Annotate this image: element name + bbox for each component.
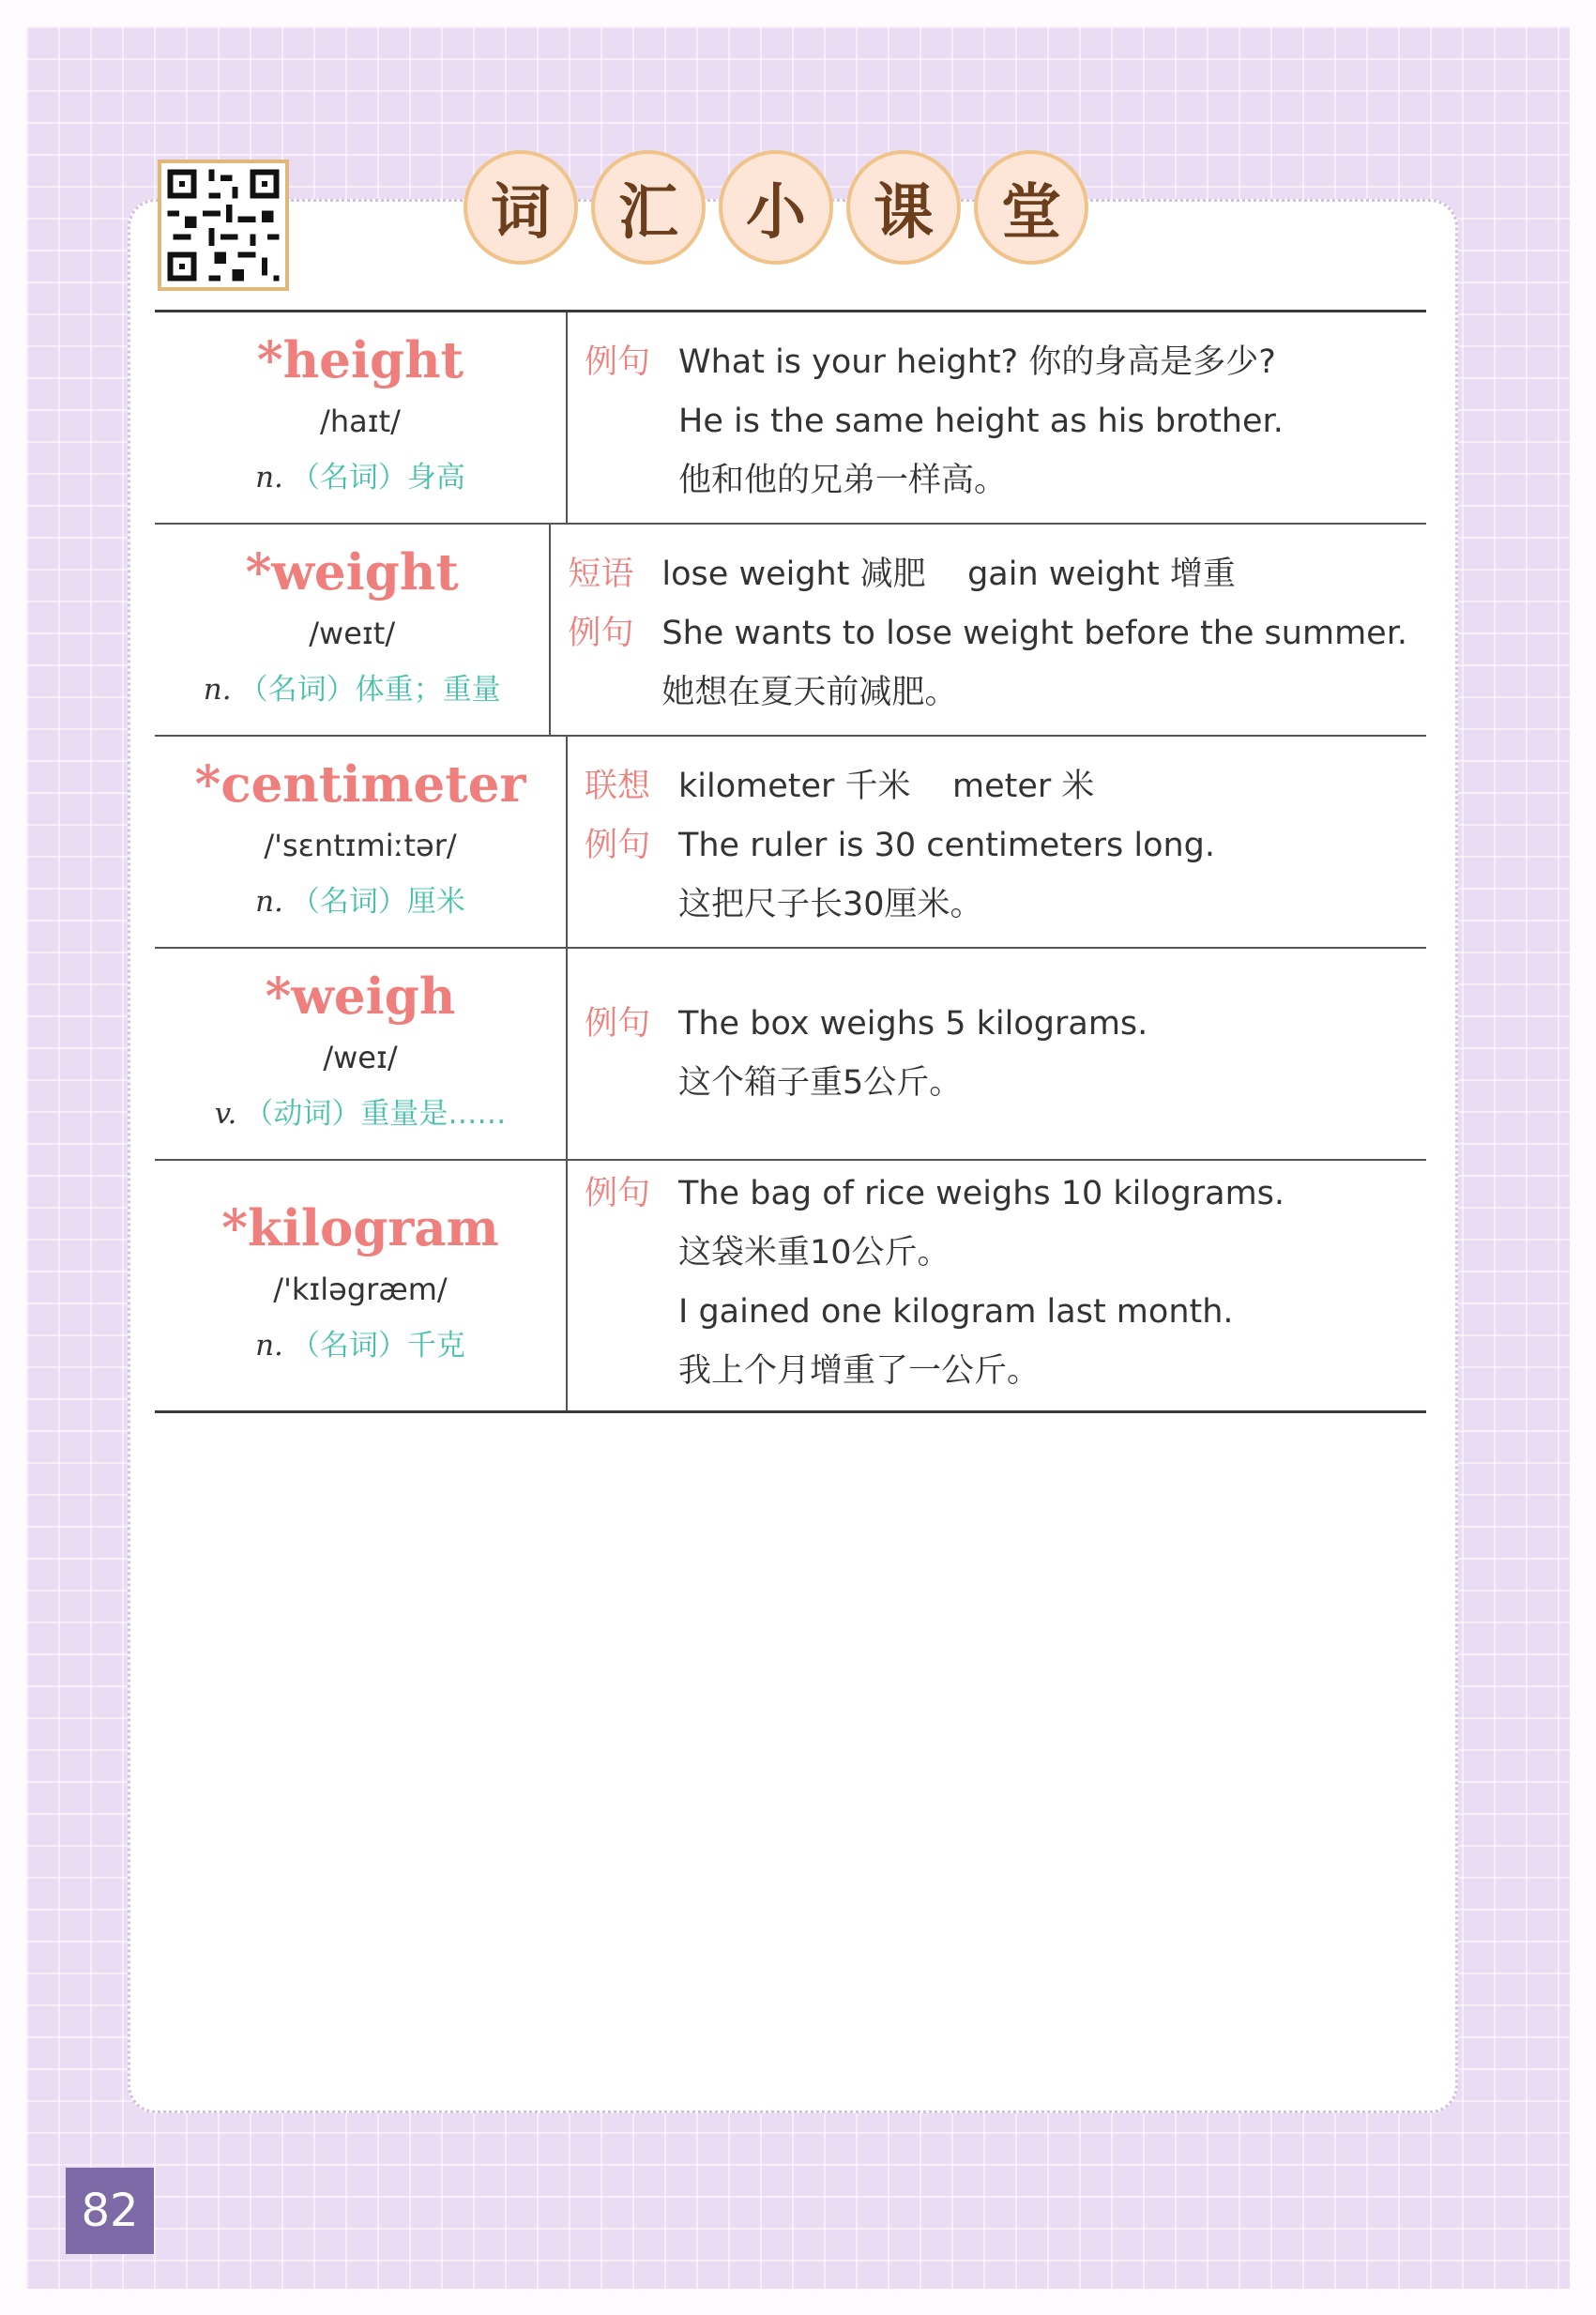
- line-text: The bag of rice weighs 10 kilograms.: [678, 1175, 1285, 1212]
- vocab-row-weight: [155, 525, 1426, 737]
- example-cell: [568, 1161, 1426, 1410]
- line-tag: [585, 1342, 678, 1401]
- example-cell: [568, 312, 1426, 523]
- line-tag: [585, 876, 678, 935]
- example-line: [585, 1054, 1407, 1113]
- line-tag: [585, 451, 678, 510]
- vocabulary-table: [155, 310, 1426, 1413]
- line-tag: [585, 1054, 678, 1113]
- example-line: [585, 1342, 1407, 1401]
- example-line: [585, 451, 1407, 510]
- vocab-word: *weigh: [265, 967, 456, 1026]
- vocab-word: *weight: [245, 543, 459, 602]
- pos-abbr: v.: [214, 1097, 237, 1131]
- phonetic: /'sɛntɪmiːtər/: [264, 828, 457, 863]
- example-line: [585, 995, 1407, 1054]
- line-text: I gained one kilogram last month.: [678, 1293, 1234, 1331]
- line-tag: 例句: [585, 827, 651, 864]
- pos-abbr: n.: [203, 673, 232, 707]
- title-char: 课: [846, 150, 961, 265]
- example-line: [585, 1224, 1407, 1283]
- line-text: 他和他的兄弟一样高。: [678, 462, 1008, 499]
- vocab-word: *height: [256, 331, 464, 389]
- line-tag: [585, 1283, 678, 1342]
- line-tag: 联想: [585, 768, 651, 805]
- part-of-speech: [255, 874, 465, 930]
- line-text: 这个箱子重5公斤。: [678, 1064, 963, 1102]
- example-line: [585, 816, 1407, 876]
- line-text: The box weighs 5 kilograms.: [678, 1005, 1148, 1043]
- page-number: 82: [66, 2168, 154, 2254]
- vocab-row-centimeter: [155, 737, 1426, 949]
- title-char: 小: [719, 150, 833, 265]
- phonetic: /haɪt/: [320, 404, 401, 439]
- vocab-word: *centimeter: [194, 755, 526, 814]
- line-text: What is your height? 你的身高是多少?: [678, 343, 1276, 381]
- line-text: 我上个月增重了一公斤。: [678, 1352, 1041, 1390]
- vocab-row-kilogram: [155, 1161, 1426, 1410]
- word-cell: [155, 1161, 568, 1410]
- word-cell: [155, 525, 551, 735]
- line-tag: 短语: [568, 556, 634, 593]
- part-of-speech: [255, 1317, 465, 1374]
- vocab-row-weigh: [155, 949, 1426, 1161]
- example-cell: [551, 525, 1426, 735]
- section-title: [464, 150, 1088, 267]
- word-cell: [155, 949, 568, 1159]
- word-cell: [155, 312, 568, 523]
- phonetic: /weɪ/: [323, 1040, 398, 1075]
- pos-meaning: （名词）厘米: [290, 885, 465, 919]
- pos-meaning: （动词）重量是……: [244, 1097, 507, 1131]
- example-line: [585, 392, 1407, 451]
- example-line: [585, 333, 1407, 392]
- word-cell: [155, 737, 568, 947]
- line-tag: 例句: [585, 1175, 651, 1212]
- example-line: [585, 876, 1407, 935]
- pos-meaning: （名词）身高: [290, 461, 465, 495]
- vocab-row-height: [155, 312, 1426, 525]
- line-tag: 例句: [568, 615, 634, 652]
- part-of-speech: [215, 1086, 507, 1142]
- phonetic: /weɪt/: [309, 616, 396, 651]
- pos-abbr: n.: [255, 1329, 283, 1363]
- example-line: [568, 545, 1407, 604]
- part-of-speech: [255, 449, 465, 506]
- line-text: 这把尺子长30厘米。: [678, 886, 983, 923]
- example-line: [568, 663, 1407, 723]
- example-line: [568, 604, 1407, 663]
- line-text: lose weight 减肥 gain weight 增重: [661, 556, 1236, 593]
- pos-meaning: （名词）千克: [290, 1329, 465, 1363]
- line-text: 她想在夏天前减肥。: [661, 674, 958, 711]
- line-text: kilometer 千米 meter 米: [678, 768, 1095, 805]
- phonetic: /'kɪləgræm/: [273, 1272, 448, 1307]
- line-tag: [585, 1224, 678, 1283]
- title-char: 词: [464, 150, 578, 265]
- pos-abbr: n.: [255, 885, 283, 919]
- line-text: The ruler is 30 centimeters long.: [678, 827, 1216, 864]
- part-of-speech: [204, 662, 501, 718]
- line-text: 这袋米重10公斤。: [678, 1234, 950, 1272]
- line-text: She wants to lose weight before the summer.: [661, 615, 1407, 652]
- line-tag: [568, 663, 661, 723]
- pos-abbr: n.: [255, 461, 283, 495]
- title-char: 汇: [591, 150, 706, 265]
- qr-code-icon[interactable]: [158, 160, 289, 291]
- example-line: [585, 757, 1407, 816]
- example-cell: [568, 949, 1426, 1159]
- pos-meaning: （名词）体重；重量: [238, 673, 501, 707]
- line-tag: 例句: [585, 1005, 651, 1043]
- line-text: He is the same height as his brother.: [678, 403, 1284, 440]
- title-char: 堂: [974, 150, 1088, 265]
- line-tag: 例句: [585, 343, 651, 381]
- example-cell: [568, 737, 1426, 947]
- line-tag: [585, 392, 678, 451]
- example-line: [585, 1283, 1407, 1342]
- vocab-word: *kilogram: [221, 1199, 499, 1257]
- example-line: [585, 1165, 1407, 1224]
